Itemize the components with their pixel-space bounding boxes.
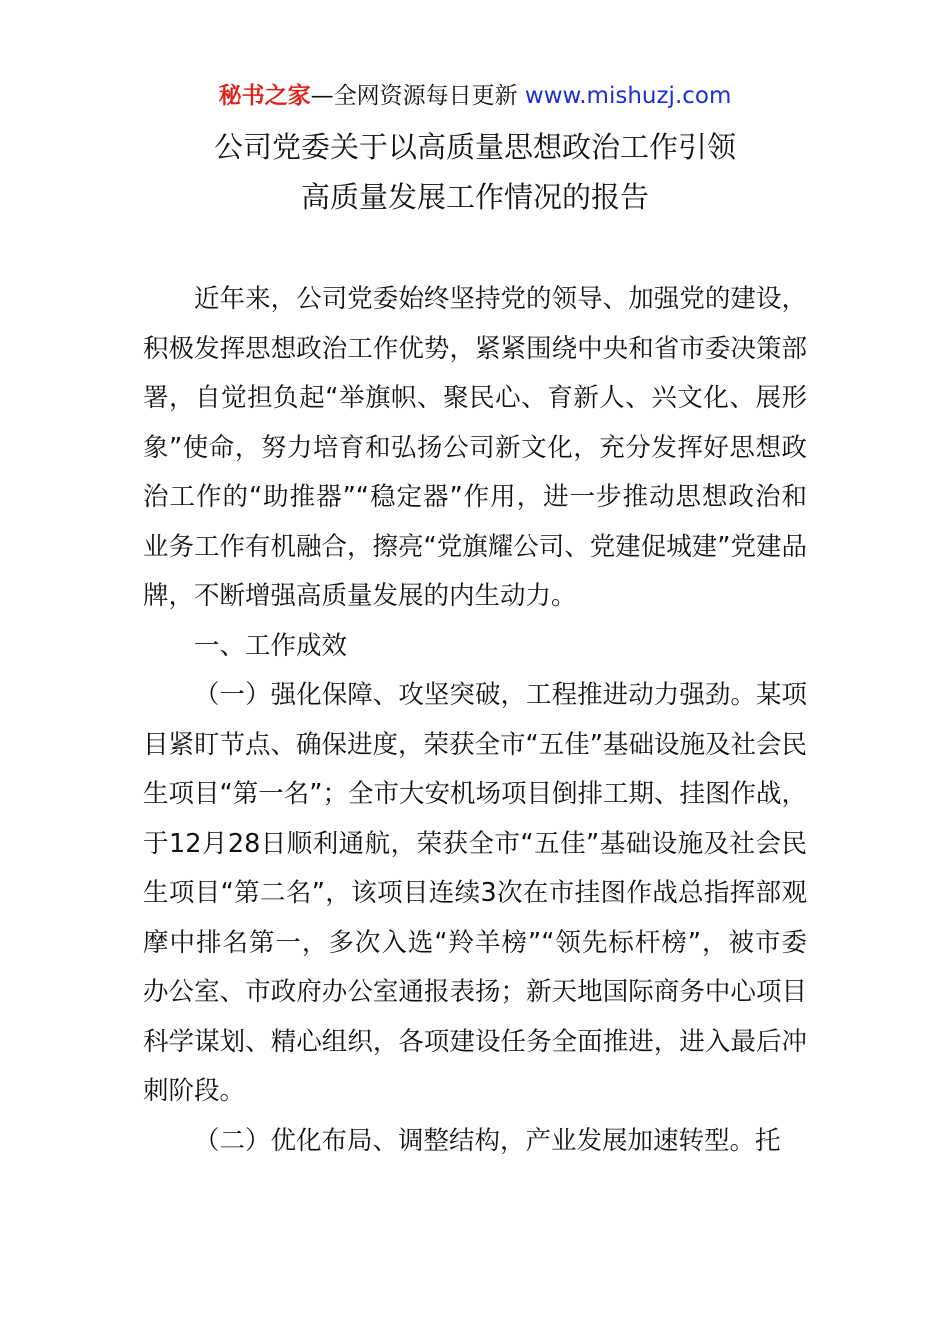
document-title-line-2: 高质量发展工作情况的报告 [300,180,649,214]
intro-paragraph: 近年来，公司党委始终坚持党的领导、加强党的建设，积极发挥思想政治工作优势，紧紧围绕中央和省市委决策部署，自觉担负起“举旗帜、聚民心、育新人、兴文化、展形象”使命，努力培育和弘扬公司新文化，充分发挥好思想政治工作的“助推器”“稳定器”作用，进一步推动思想政治和业务工作有机融合，擦亮“党旗耀公司、党建促城建”党建品牌，不断增强高质量发展的内生动力。 [143,284,807,611]
document-body [143,275,807,1166]
paragraph-item-1: （一）强化保障、攻坚突破，工程推进动力强劲。某项目紧盯节点、确保进度，荣获全市“五佳”基础设施及社会民生项目“第一名”；全市大安机场项目倒排工期、挂图作战，于12月28日顺利通航，荣获全市“五佳”基础设施及社会民生项目“第二名”，该项目连续3次在市挂图作战总指挥部观摩中排名第一，多次入选“羚羊榜”“领先标杆榜”，被市委办公室、市政府办公室通报表扬；新天地国际商务中心项目科学谋划、精心组织，各项建设任务全面推进，进入最后冲刺阶段。 [143,680,807,1106]
brand-name: 秘书之家 [218,83,311,109]
paragraph-item-2: （二）优化布局、调整结构，产业发展加速转型。托 [194,1125,781,1156]
document-title-line-1: 公司党委关于以高质量思想政治工作引领 [213,130,736,164]
site-url-link[interactable]: www.mishuzj.com [524,83,732,109]
section-heading-achievements: 一、工作成效 [194,630,348,661]
site-header-banner [0,80,950,112]
header-slogan: —全网资源每日更新 [310,83,518,109]
